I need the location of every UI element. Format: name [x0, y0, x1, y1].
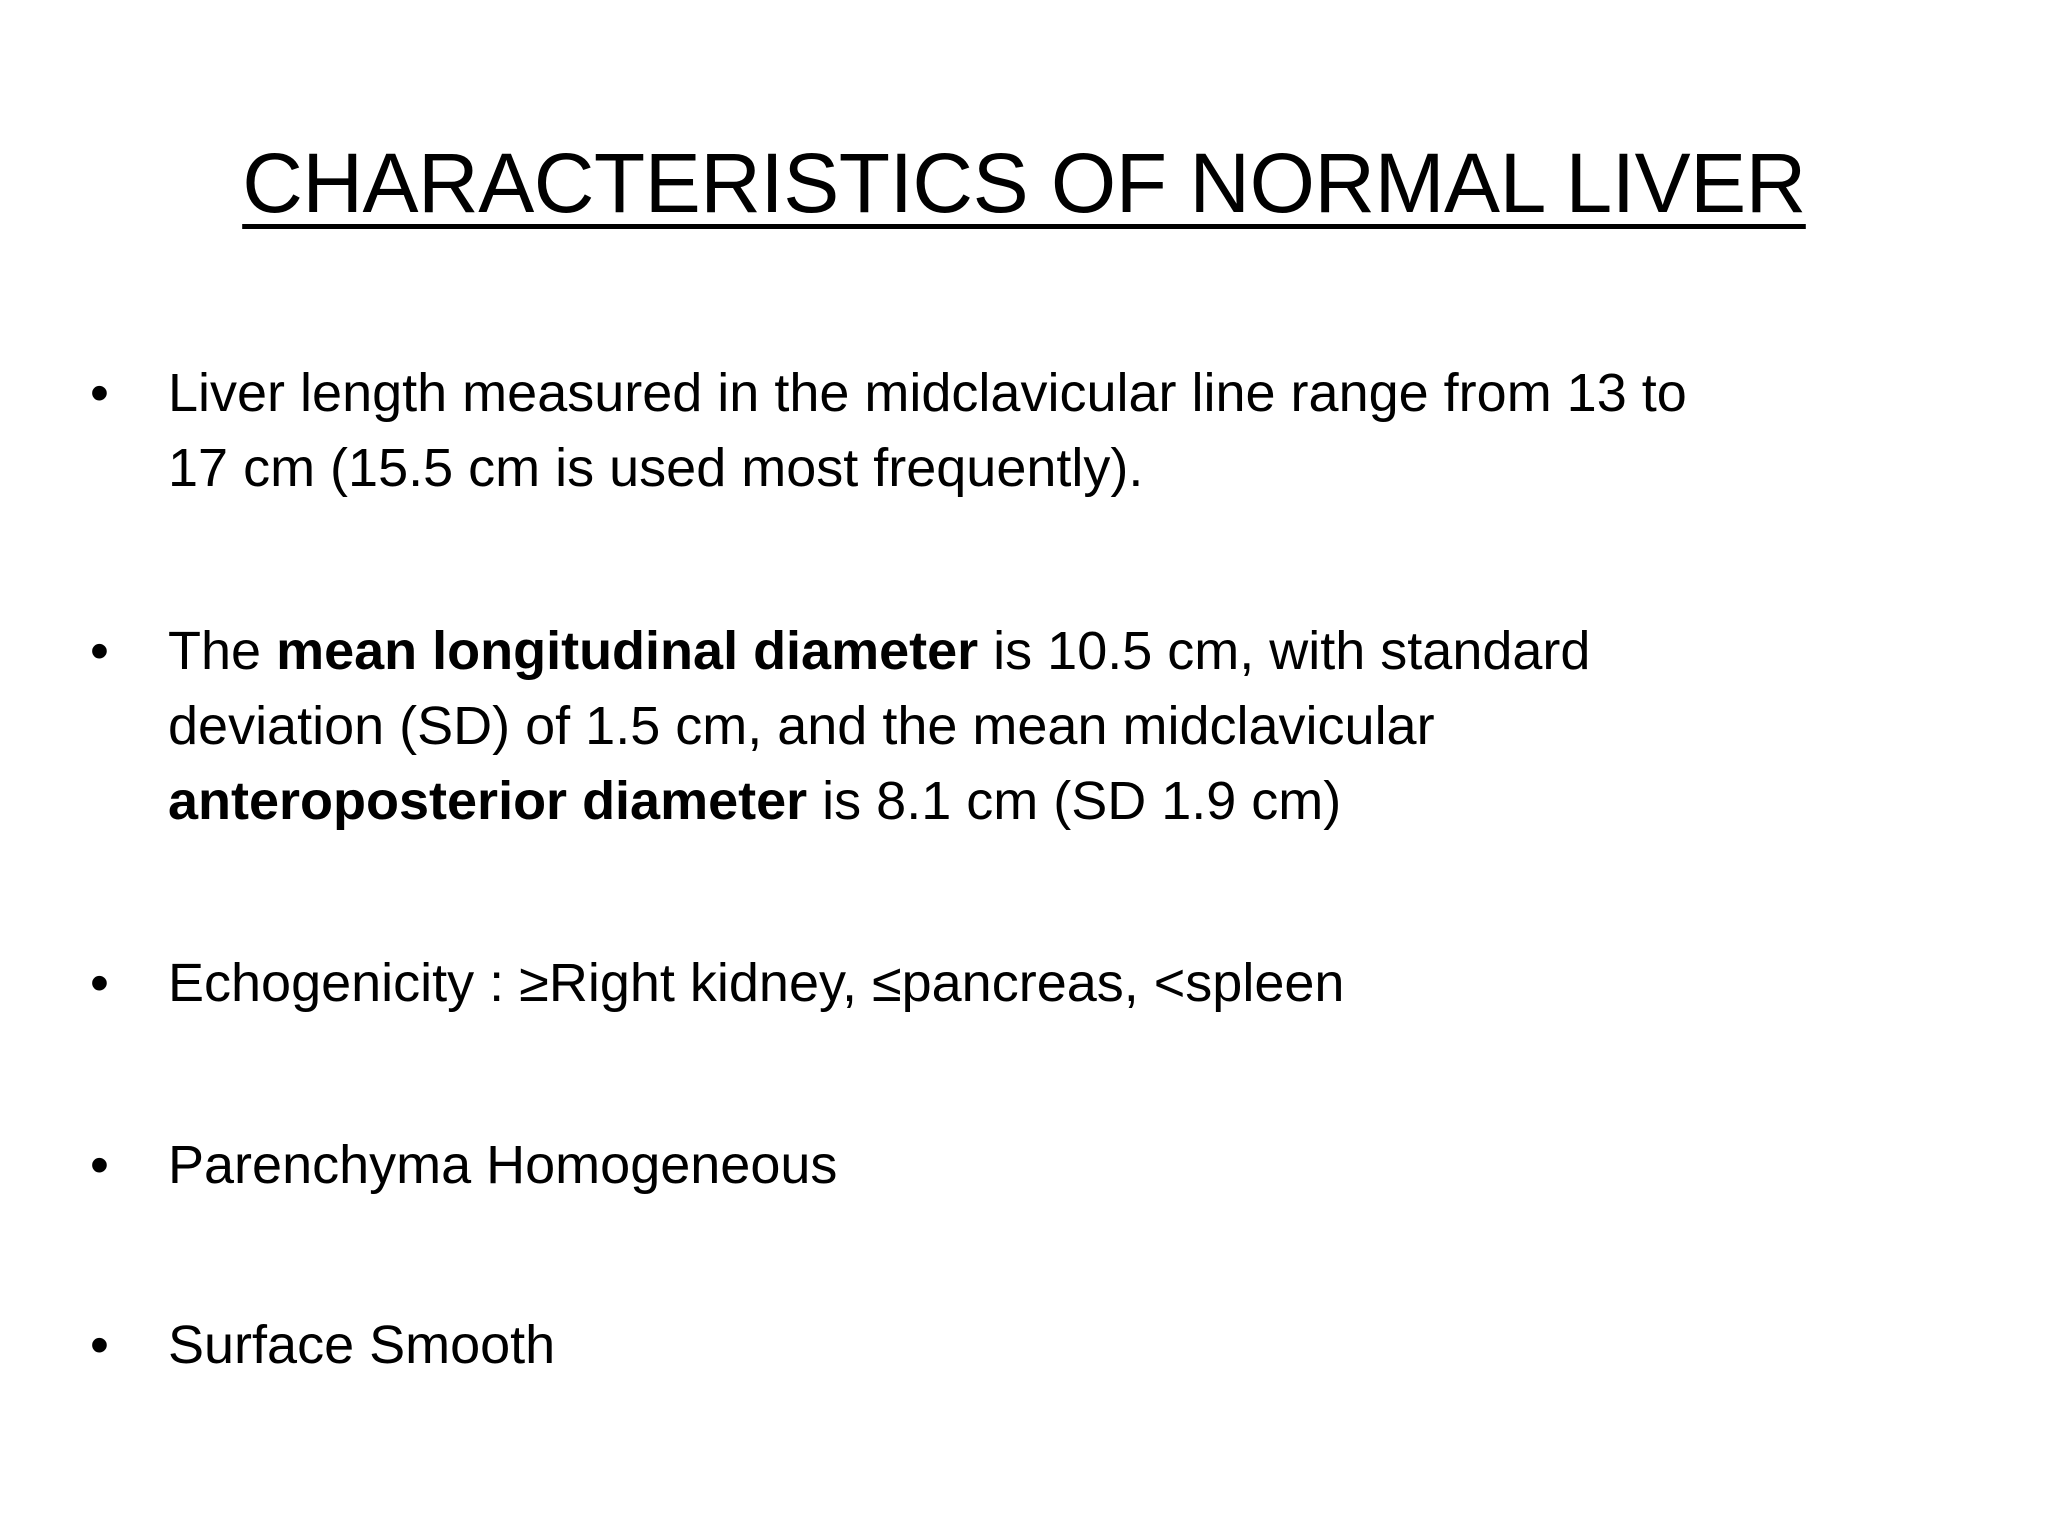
bullet-text-segment: is 10.5 cm, with standard	[978, 621, 1591, 681]
bullet-item-surface	[90, 1308, 1990, 1383]
bullet-item-echogenicity	[90, 946, 1990, 1021]
bullet-text	[168, 614, 1948, 839]
bullet-item-liver-length	[90, 356, 1990, 506]
bullet-text	[168, 356, 1948, 506]
bullet-text-line	[168, 764, 1948, 839]
bullet-marker: •	[90, 953, 109, 1013]
bullet-marker: •	[90, 621, 109, 681]
bullet-text-segment: is 8.1 cm (SD 1.9 cm)	[807, 771, 1342, 831]
bullet-text-segment: The	[168, 621, 277, 681]
bullet-text: Parenchyma Homogeneous	[168, 1135, 838, 1195]
bullet-item-parenchyma	[90, 1128, 1990, 1203]
bullet-text: Surface Smooth	[168, 1315, 556, 1375]
bullet-item-diameters	[90, 614, 1990, 839]
bullet-bold-term: mean longitudinal diameter	[276, 621, 979, 681]
bullet-marker: •	[90, 363, 109, 423]
bullet-text-line: deviation (SD) of 1.5 cm, and the mean midclavicular	[168, 696, 1435, 756]
bullet-bold-term: anteroposterior diameter	[168, 771, 808, 831]
bullet-marker: •	[90, 1315, 109, 1375]
slide-title-text: CHARACTERISTICS OF NORMAL LIVER	[242, 136, 1806, 230]
bullet-text-line: 17 cm (15.5 cm is used most frequently).	[168, 438, 1144, 498]
bullet-text-line: Liver length measured in the midclavicular line range from 13 to	[168, 363, 1687, 423]
bullet-text: Echogenicity : ≥Right kidney, ≤pancreas, <spleen	[168, 953, 1345, 1013]
bullet-marker: •	[90, 1135, 109, 1195]
bullet-text-line	[168, 614, 1948, 689]
